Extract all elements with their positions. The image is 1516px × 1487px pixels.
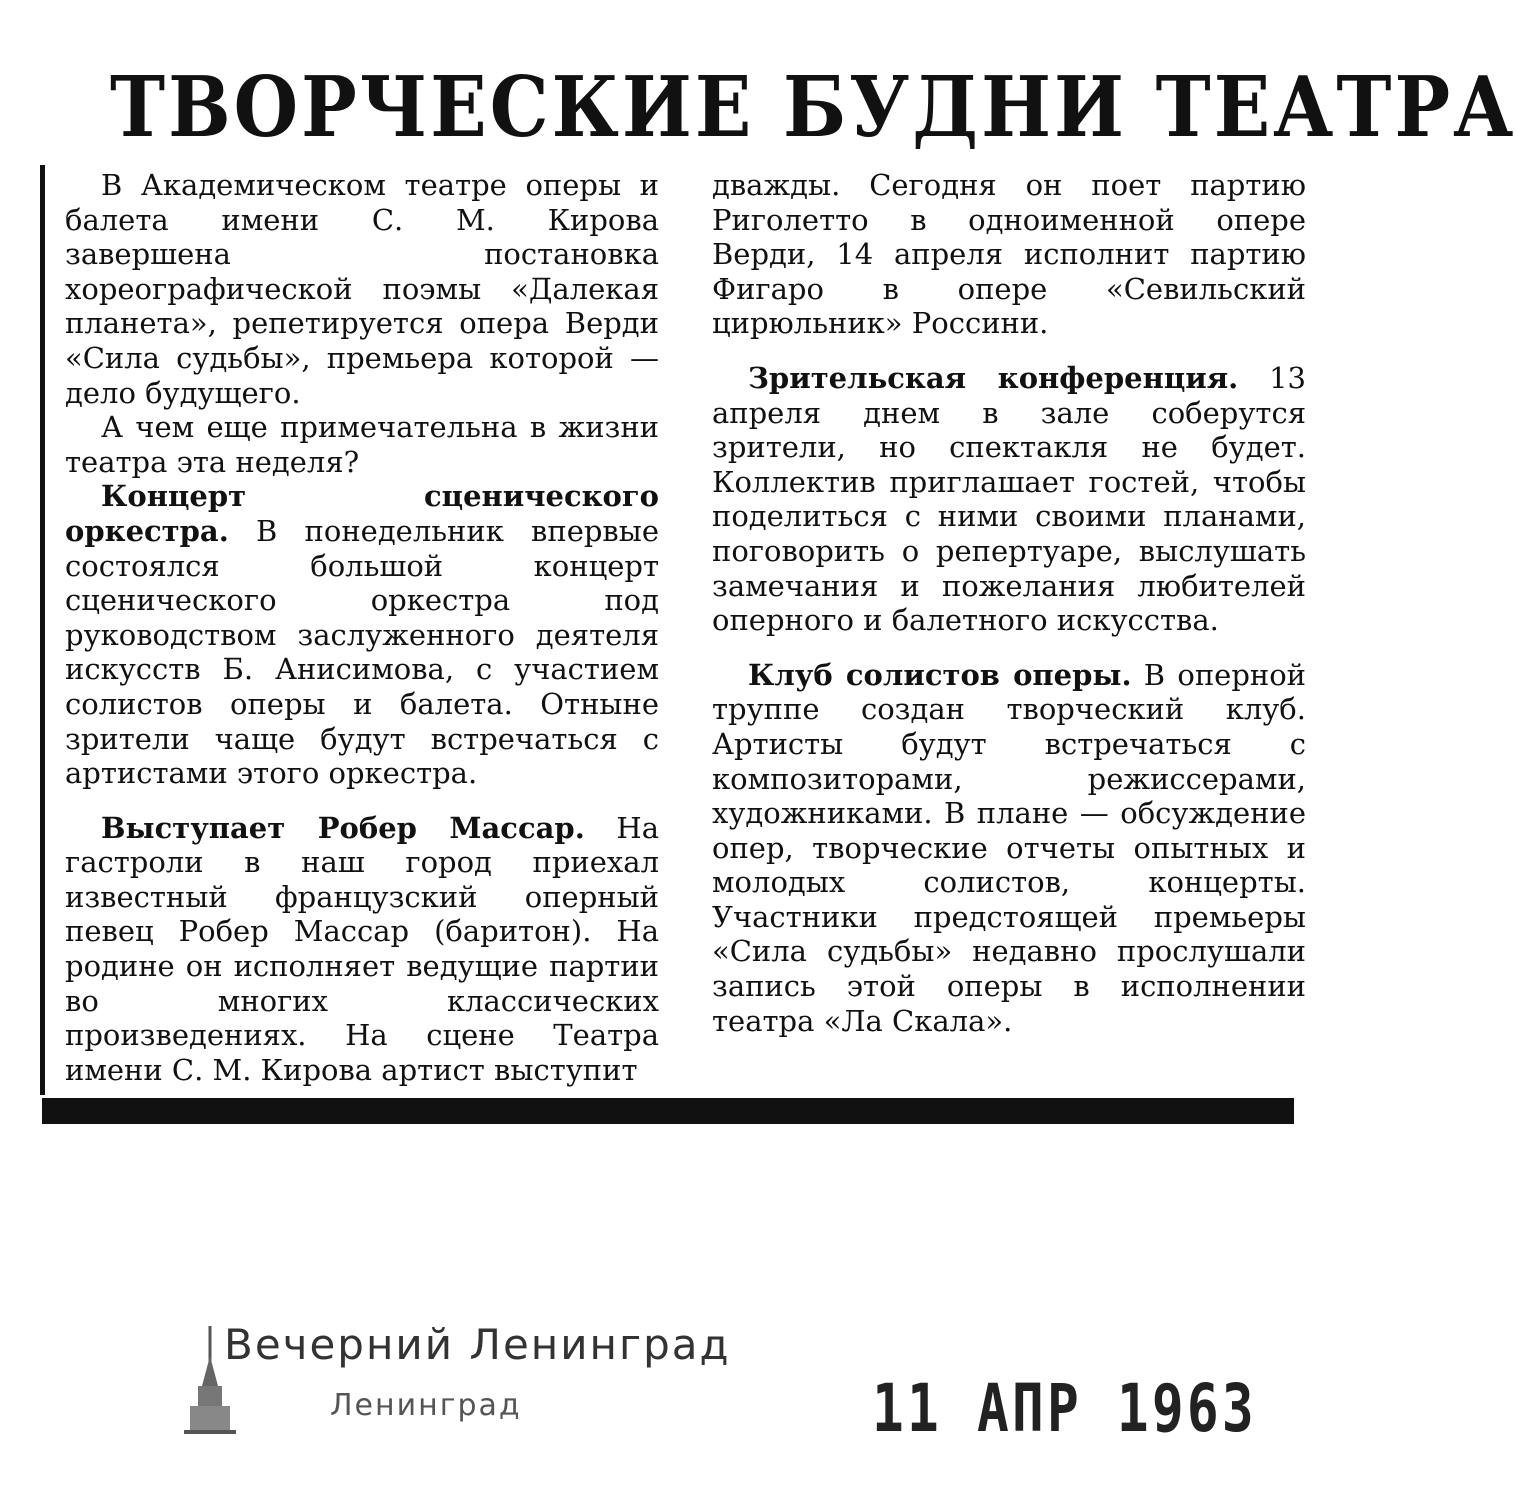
massard-heading: Выступает Робер Массар. bbox=[101, 810, 585, 845]
left-column-rule bbox=[40, 165, 45, 1095]
massard-text: На гастроли в наш город приехал известный французский оперный певец Робер Массар (баритон). На родине он исполняет ведущие партии во многих классических произведениях. На сцене Театра имени С. М. Кирова артист выступит bbox=[65, 810, 659, 1087]
date-stamp: 11 АПР 1963 bbox=[872, 1370, 1257, 1447]
article-headline: ТВОРЧЕСКИЕ БУДНИ ТЕАТРА bbox=[110, 59, 1516, 157]
massard-continuation-paragraph: дважды. Сегодня он поет партию Риголетто в одноименной опере Верди, 14 апреля исполнит партию Фигаро в опере «Севильский цирюльник» Россини. bbox=[712, 168, 1306, 341]
question-paragraph: А чем еще примечательна в жизни театра эта неделя? bbox=[65, 410, 659, 479]
stamp-newspaper-name: Вечерний Ленинград bbox=[224, 1320, 731, 1369]
soloists-club-text: В оперной труппе создан творческий клуб. Артисты будут встречаться с композиторами, режиссерами, художниками. В плане — обсуждение опер, творческие отчеты опытных и молодых солистов, концерты. Участники предстоящей премьеры «Сила судьбы» недавно прослушали запись этой оперы в исполнении театра «Ла Скала». bbox=[712, 657, 1306, 1038]
soloists-club-heading: Клуб солистов оперы. bbox=[748, 657, 1132, 692]
newspaper-stamp bbox=[180, 1320, 731, 1440]
massard-paragraph bbox=[65, 811, 659, 1088]
right-column bbox=[712, 168, 1306, 1038]
viewer-conference-paragraph bbox=[712, 361, 1306, 638]
viewer-conference-text: 13 апреля днем в зале соберутся зрители, но спектакля не будет. Коллектив приглашает гостей, чтобы поделиться с ними своими планами, поговорить о репертуаре, выслушать замечания и пожелания любителей оперного и балетного искусства. bbox=[712, 360, 1306, 638]
intro-paragraph: В Академическом театре оперы и балета имени С. М. Кирова завершена постановка хореографической поэмы «Далекая планета», репетируется опера Верди «Сила судьбы», премьера которой — дело будущего. bbox=[65, 168, 659, 410]
stamp-city-name: Ленинград bbox=[330, 1388, 522, 1423]
soloists-club-paragraph bbox=[712, 658, 1306, 1039]
viewer-conference-heading: Зрительская конференция. bbox=[748, 360, 1239, 395]
bottom-rule-bar bbox=[42, 1098, 1294, 1124]
left-column bbox=[65, 168, 659, 1087]
orchestra-concert-paragraph bbox=[65, 479, 659, 790]
orchestra-concert-heading: Концерт сценического оркестра. bbox=[65, 479, 659, 548]
orchestra-concert-text: В понедельник впервые состоялся большой концерт сценического оркестра под руководством заслуженного деятеля искусств Б. Анисимова, с участием солистов оперы и балета. Отныне зрители чаще будут встречаться с артистами этого оркестра. bbox=[65, 513, 659, 791]
